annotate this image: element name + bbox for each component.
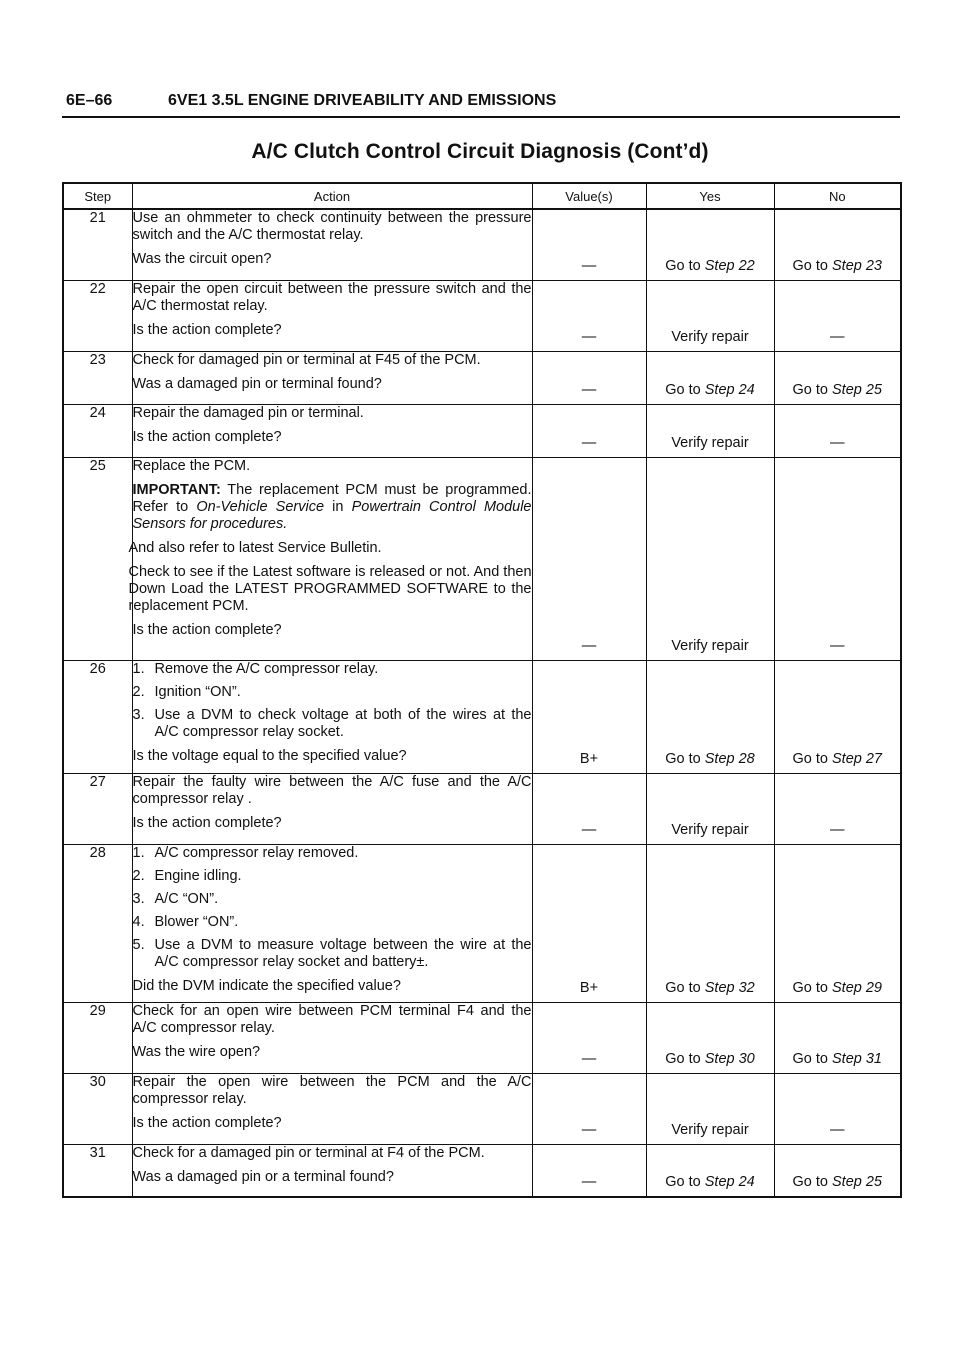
important-text-2: in (324, 498, 352, 515)
diagnosis-table (62, 182, 902, 1198)
step-number: 28 (63, 844, 132, 1002)
yes-prefix: Verify repair (671, 1121, 749, 1138)
yes-cell (646, 660, 774, 773)
value-cell: — (532, 280, 646, 351)
reference-link[interactable]: On-Vehicle Service (196, 498, 325, 515)
action-question: Was a damaged pin or terminal found? (132, 375, 382, 392)
no-cell (774, 1002, 901, 1073)
no-cell (774, 773, 901, 844)
yes-cell (646, 280, 774, 351)
step-number: 24 (63, 404, 132, 457)
action-question: Was the wire open? (132, 1043, 261, 1060)
yes-cell (646, 1073, 774, 1144)
no-step-link[interactable]: Step 25 (832, 381, 882, 398)
yes-prefix: Go to (665, 257, 705, 274)
yes-step-link[interactable]: Step 24 (704, 1174, 755, 1190)
list-item: 3. Use a DVM to check voltage at both of the wires at the A/C compressor relay socket. (132, 706, 532, 740)
action-text: Repair the open wire between the PCM and the A/C compressor relay. (132, 1073, 532, 1107)
yes-cell (646, 457, 774, 660)
value-cell: B+ (532, 660, 646, 773)
step-number: 23 (63, 351, 132, 404)
yes-prefix: Go to (665, 1174, 705, 1190)
no-cell (774, 844, 901, 1002)
yes-prefix: Verify repair (671, 821, 749, 838)
yes-cell (646, 404, 774, 457)
step-number: 27 (63, 773, 132, 844)
page-number: 6E–66 (66, 92, 113, 109)
no-prefix: Go to (792, 979, 832, 996)
action-question: Is the action complete? (132, 814, 282, 831)
list-item: 3. A/C “ON”. (132, 890, 219, 907)
action-question: Is the action complete? (132, 621, 282, 638)
table-row (63, 1144, 901, 1197)
no-cell (774, 1144, 901, 1197)
action-cell (132, 351, 532, 404)
action-question: Did the DVM indicate the specified value? (132, 977, 401, 994)
table-row (63, 660, 901, 773)
list-item: 5. Use a DVM to measure voltage between the wire at the A/C compressor relay socket and battery±. (132, 936, 532, 970)
action-question: Was a damaged pin or a terminal found? (132, 1168, 394, 1185)
value-cell: — (532, 1073, 646, 1144)
yes-prefix: Go to (665, 381, 705, 398)
action-cell (132, 280, 532, 351)
yes-step-link[interactable]: Step 32 (704, 979, 755, 996)
yes-cell (646, 1002, 774, 1073)
value-cell: B+ (532, 844, 646, 1002)
no-prefix: — (830, 328, 845, 345)
step-number: 29 (63, 1002, 132, 1073)
action-text: Check for a damaged pin or terminal at F4 of the PCM. (132, 1144, 485, 1161)
yes-step-link[interactable]: Step 22 (704, 257, 755, 274)
action-cell (132, 209, 532, 280)
yes-prefix: Verify repair (671, 637, 749, 654)
no-prefix: Go to (792, 257, 832, 274)
action-text: Repair the damaged pin or terminal. (132, 404, 364, 421)
yes-cell (646, 209, 774, 280)
value-cell: — (532, 209, 646, 280)
yes-prefix: Go to (665, 750, 705, 767)
yes-prefix: Verify repair (671, 328, 749, 345)
action-text: Use an ohmmeter to check continuity between the pressure switch and the A/C thermostat relay. (132, 210, 532, 243)
action-text: Check for damaged pin or terminal at F45 of the PCM. (132, 351, 481, 368)
no-prefix: — (830, 821, 845, 838)
action-question: Is the action complete? (132, 1114, 282, 1131)
action-cell (132, 404, 532, 457)
table-row (63, 280, 901, 351)
step-number: 25 (63, 457, 132, 660)
action-text-bulletin: And also refer to latest Service Bulletin. (128, 539, 382, 556)
yes-cell (646, 773, 774, 844)
yes-cell (646, 351, 774, 404)
no-cell (774, 209, 901, 280)
no-prefix: Go to (792, 381, 832, 398)
numbered-list (133, 845, 532, 971)
no-cell (774, 1073, 901, 1144)
list-item: 4. Blower “ON”. (132, 913, 239, 930)
numbered-list (133, 661, 532, 741)
value-cell: — (532, 457, 646, 660)
yes-step-link[interactable]: Step 24 (704, 381, 755, 398)
table-row (63, 457, 901, 660)
yes-cell (646, 1144, 774, 1197)
step-number: 21 (63, 209, 132, 280)
table-row (63, 351, 901, 404)
no-prefix: — (830, 637, 845, 654)
action-text: Replace the PCM. (132, 457, 251, 474)
no-step-link[interactable]: Step 23 (832, 257, 882, 274)
action-question: Was the circuit open? (132, 251, 272, 267)
no-step-link[interactable]: Step 25 (832, 1174, 882, 1190)
no-cell (774, 457, 901, 660)
table-row (63, 844, 901, 1002)
important-text: The replacement PCM must be programmed. Refer to (132, 481, 532, 515)
page-header (62, 88, 900, 118)
yes-prefix: Go to (665, 979, 705, 996)
column-header-step: Step (63, 183, 132, 209)
list-item: 2. Engine idling. (132, 867, 242, 884)
action-question: Is the voltage equal to the specified value? (132, 747, 407, 764)
table-row (63, 1002, 901, 1073)
action-cell (132, 660, 532, 773)
yes-step-link[interactable]: Step 28 (704, 750, 755, 767)
action-cell (132, 1073, 532, 1144)
value-cell: — (532, 1002, 646, 1073)
column-header-action: Action (132, 183, 532, 209)
action-cell (132, 844, 532, 1002)
table-row (63, 1073, 901, 1144)
no-step-link[interactable]: Step 27 (832, 750, 882, 767)
table-row (63, 209, 901, 280)
yes-prefix: Go to (665, 1050, 705, 1067)
table-row (63, 773, 901, 844)
action-cell (132, 1144, 532, 1197)
important-label: IMPORTANT: (132, 481, 221, 498)
step-number: 30 (63, 1073, 132, 1144)
list-item: 2. Ignition “ON”. (132, 683, 241, 700)
yes-prefix: Verify repair (671, 434, 749, 451)
action-cell (128, 457, 532, 660)
no-step-link[interactable]: Step 29 (832, 979, 882, 996)
action-text: Repair the faulty wire between the A/C fuse and the A/C compressor relay . (132, 773, 532, 807)
no-cell (774, 404, 901, 457)
yes-step-link[interactable]: Step 30 (704, 1050, 755, 1067)
action-question: Is the action complete? (132, 428, 282, 445)
list-item: 1. Remove the A/C compressor relay. (132, 660, 379, 677)
step-number: 26 (63, 660, 132, 773)
page-title: A/C Clutch Control Circuit Diagnosis (Cont’d) (251, 140, 709, 163)
value-cell: — (532, 1144, 646, 1197)
table-header-row (63, 183, 901, 209)
list-item: 1. A/C compressor relay removed. (132, 844, 359, 861)
no-cell (774, 351, 901, 404)
action-text-software: Check to see if the Latest software is released or not. And then Down Load the LATEST PROGRAMMED SOFTWARE to the replacement PCM. (128, 563, 532, 614)
value-cell: — (532, 351, 646, 404)
column-header-values: Value(s) (532, 183, 646, 209)
table-row (63, 404, 901, 457)
no-prefix: Go to (792, 750, 832, 767)
column-header-no: No (774, 183, 901, 209)
step-number: 31 (63, 1144, 132, 1197)
action-question: Is the action complete? (132, 321, 282, 338)
yes-cell (646, 844, 774, 1002)
no-cell (774, 660, 901, 773)
section-title: 6VE1 3.5L ENGINE DRIVEABILITY AND EMISSIONS (168, 92, 557, 109)
no-prefix: Go to (792, 1174, 832, 1190)
column-header-yes: Yes (646, 183, 774, 209)
no-cell (774, 280, 901, 351)
action-cell (132, 773, 532, 844)
no-step-link[interactable]: Step 31 (832, 1050, 882, 1067)
no-prefix: Go to (792, 1050, 832, 1067)
action-text: Repair the open circuit between the pressure switch and the A/C thermostat relay. (132, 280, 532, 314)
value-cell: — (532, 404, 646, 457)
step-number: 22 (63, 280, 132, 351)
no-prefix: — (830, 1121, 845, 1138)
no-prefix: — (830, 434, 845, 451)
action-text: Check for an open wire between PCM terminal F4 and the A/C compressor relay. (132, 1002, 532, 1036)
reference-link-2[interactable]: Powertrain Control Module Sensors for procedures. (132, 498, 532, 532)
value-cell: — (532, 773, 646, 844)
important-note (133, 482, 532, 533)
action-cell (132, 1002, 532, 1073)
